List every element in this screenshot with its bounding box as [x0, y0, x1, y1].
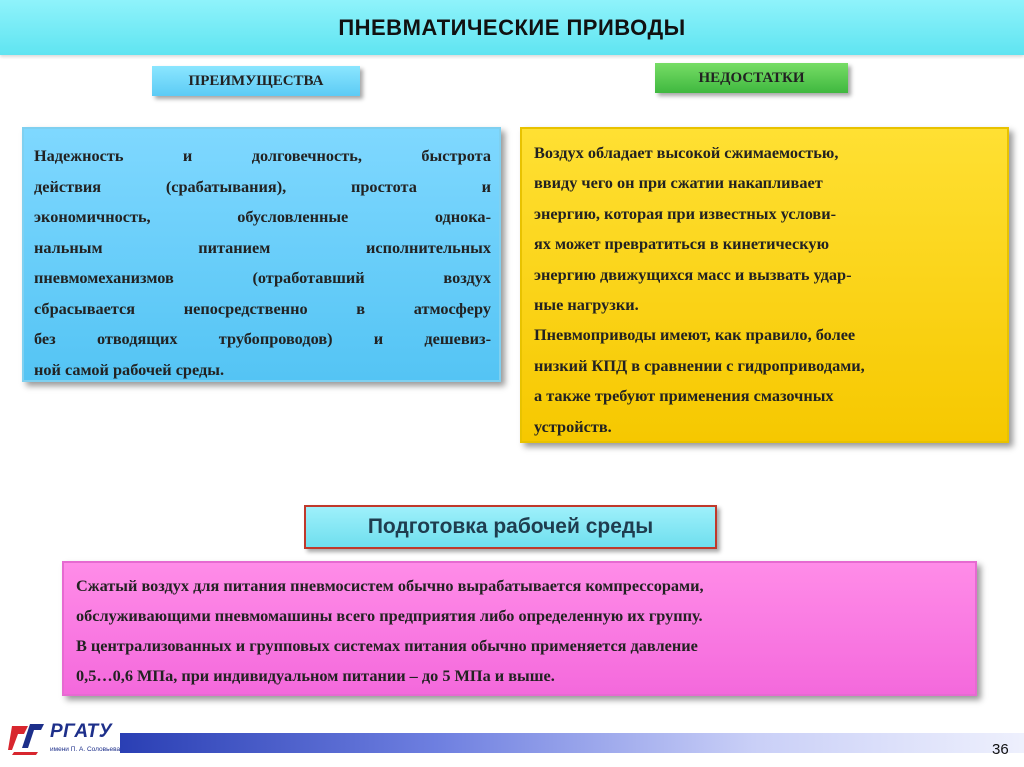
advantages-line: ной самой рабочей среды. [34, 359, 225, 379]
logo-subtitle: имени П. А. Соловьева [50, 746, 121, 753]
slide-title: ПНЕВМАТИЧЕСКИЕ ПРИВОДЫ [338, 14, 686, 40]
disadvantages-line: ях может превратиться в кинетическую [534, 234, 830, 254]
preparation-panel [62, 561, 977, 696]
disadvantages-line: ввиду чего он при сжатии накапливает [534, 173, 823, 193]
footer-bar [120, 733, 1024, 753]
disadvantages-line: Воздух обладает высокой сжимаемостью, [534, 143, 839, 162]
university-logo [6, 716, 121, 762]
preparation-line: обслуживающими пневмомашины всего предприятия либо определенную их группу. [76, 606, 703, 625]
logo-name: РГАТУ [50, 721, 113, 742]
disadvantages-line: низкий КПД в сравнении с гидроприводами, [534, 355, 865, 375]
disadvantages-panel [520, 127, 1009, 443]
disadvantages-line: энергию, которая при известных услови- [534, 203, 837, 223]
page-number: 36 [992, 741, 1009, 758]
advantages-line: Надежность и долговечность, быстрота [34, 146, 491, 165]
disadvantages-line: а также требуют применения смазочных [534, 386, 834, 406]
disadvantages-line: ные нагрузки. [534, 295, 639, 315]
preparation-line: В централизованных и групповых системах питания обычно применяется давление [76, 636, 698, 655]
advantages-label: ПРЕИМУЩЕСТВА [152, 66, 360, 96]
disadvantages-line: устройств. [534, 416, 612, 436]
section-heading [304, 505, 717, 549]
preparation-line: 0,5…0,6 МПа, при индивидуальном питании – до 5 МПа и выше. [76, 666, 555, 685]
disadvantages-line: Пневмоприводы имеют, как правило, более [534, 325, 856, 345]
advantages-line: сбрасывается непосредственно в атмосферу [34, 298, 491, 318]
advantages-line: экономичность, обусловленные однока- [34, 207, 491, 226]
disadvantages-label: НЕДОСТАТКИ [655, 63, 848, 93]
advantages-line: действия (срабатывания), простота и [34, 176, 491, 196]
advantages-line: пневмомеханизмов (отработавший воздух [34, 268, 491, 287]
advantages-panel [22, 127, 501, 382]
preparation-line: Сжатый воздух для питания пневмосистем обычно вырабатывается компрессорами, [76, 576, 704, 595]
advantages-line: нальным питанием исполнительных [34, 237, 491, 257]
rgatu-logo-icon [8, 720, 46, 756]
title-bar [0, 0, 1024, 55]
section-title: Подготовка рабочей среды [367, 515, 654, 538]
disadvantages-line: энергию движущихся масс и вызвать удар- [534, 264, 852, 284]
advantages-line: без отводящих трубопроводов) и дешевиз- [34, 329, 491, 348]
